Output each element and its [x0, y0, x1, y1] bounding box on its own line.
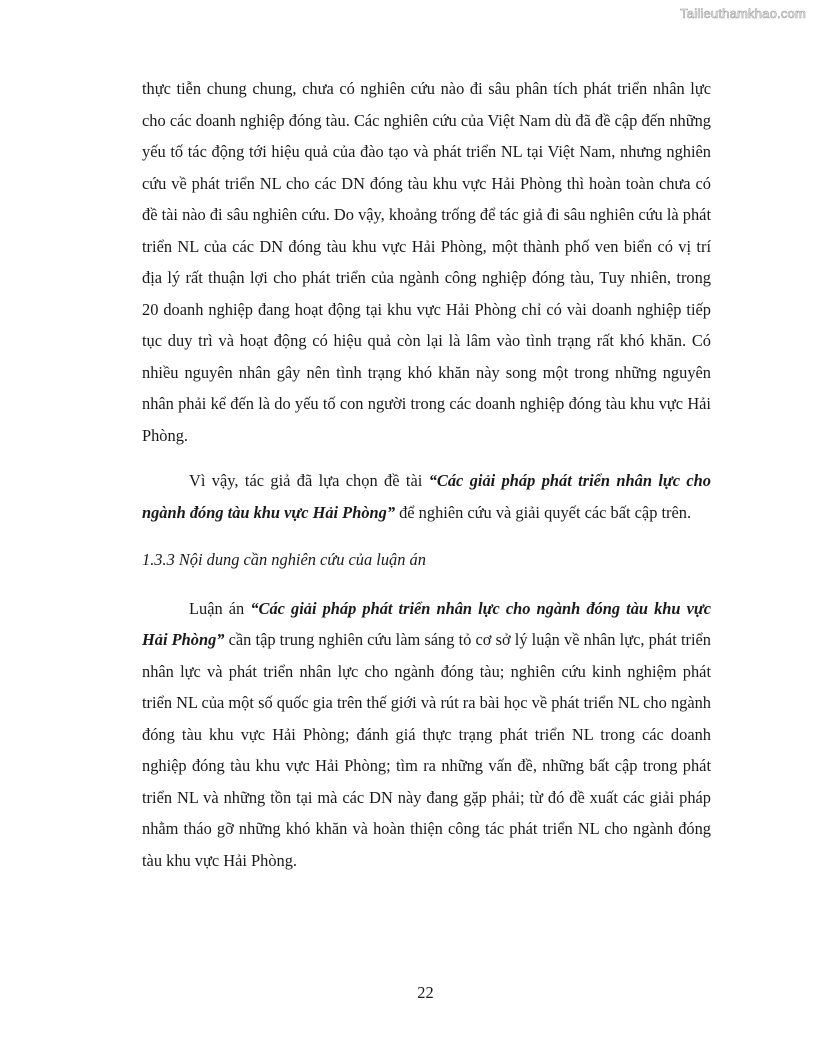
paragraph-intro: thực tiễn chung chung, chưa có nghiên cứu nào đi sâu phân tích phát triển nhân lực cho các doanh nghiệp đóng tàu. Các nghiên cứu của Việt Nam dù đã đề cập đến những yếu tố tác động tới hiệu quả của đào tạo và phát triển NL tại Việt Nam, nhưng nghiên cứu về phát triển NL cho các DN đóng tàu khu vực Hải Phòng thì hoàn toàn chưa có đề tài nào đi sâu nghiên cứu. Do vậy, khoảng trống để tác giả đi sâu nghiên cứu là phát triển NL của các DN đóng tàu khu vực Hải Phòng, một thành phố ven biển có vị trí địa lý rất thuận lợi cho phát triển của ngành công nghiệp đóng tàu, Tuy nhiên, trong 20 doanh nghiệp đang hoạt động tại khu vực Hải Phòng chỉ có vài doanh nghiệp tiếp tục duy trì và hoạt động có hiệu quả còn lại là lâm vào tình trạng rất khó khăn. Có nhiều nguyên nhân gây nên tình trạng khó khăn này song một trong những nguyên nhân phải kể đến là do yếu tố con người trong các doanh nghiệp đóng tàu khu vực Hải Phòng. [142, 79, 711, 445]
paragraph-topic-choice [142, 465, 711, 528]
page-number: 22 [417, 983, 434, 1002]
paragraph-thesis-content-tail: cần tập trung nghiên cứu làm sáng tỏ cơ sở lý luận về nhân lực, phát triển nhân lực và phát triển nhân lực cho ngành đóng tàu; nghiên cứu kinh nghiệm phát triển NL của một số quốc gia trên thế giới và rút ra bài học về phát triển NL cho ngành đóng tàu khu vực Hải Phòng; đánh giá thực trạng phát triển NL trong các doanh nghiệp đóng tàu khu vực Hải Phòng; tìm ra những vấn đề, những bất cập trong phát triển NL và những tồn tại mà các DN này đang gặp phải; từ đó đề xuất các giải pháp nhằm tháo gỡ những khó khăn và hoàn thiện công tác phát triển NL cho ngành đóng tàu khu vực Hải Phòng. [142, 630, 711, 870]
section-heading: 1.3.3 Nội dung cần nghiên cứu của luận án [142, 550, 426, 569]
paragraph-thesis-content-lead: Luận án [189, 598, 251, 618]
paragraph-thesis-content [142, 593, 711, 877]
paragraph-topic-choice-lead: Vì vậy, tác giả đã lựa chọn đề tài [189, 471, 429, 490]
paragraph-topic-choice-tail: để nghiên cứu và giải quyết các bất cập trên. [395, 502, 692, 522]
document-body [142, 73, 711, 876]
thesis-title-quote-2: “Các giải pháp phát triển nhân lực cho ngành đóng tàu khu vực Hải Phòng” [142, 598, 711, 649]
thesis-title-quote: “Các giải pháp phát triển nhân lực cho ngành đóng tàu khu vực Hải Phòng” [142, 471, 711, 522]
watermark-text: Tailieuthamkhao.com [680, 6, 806, 21]
